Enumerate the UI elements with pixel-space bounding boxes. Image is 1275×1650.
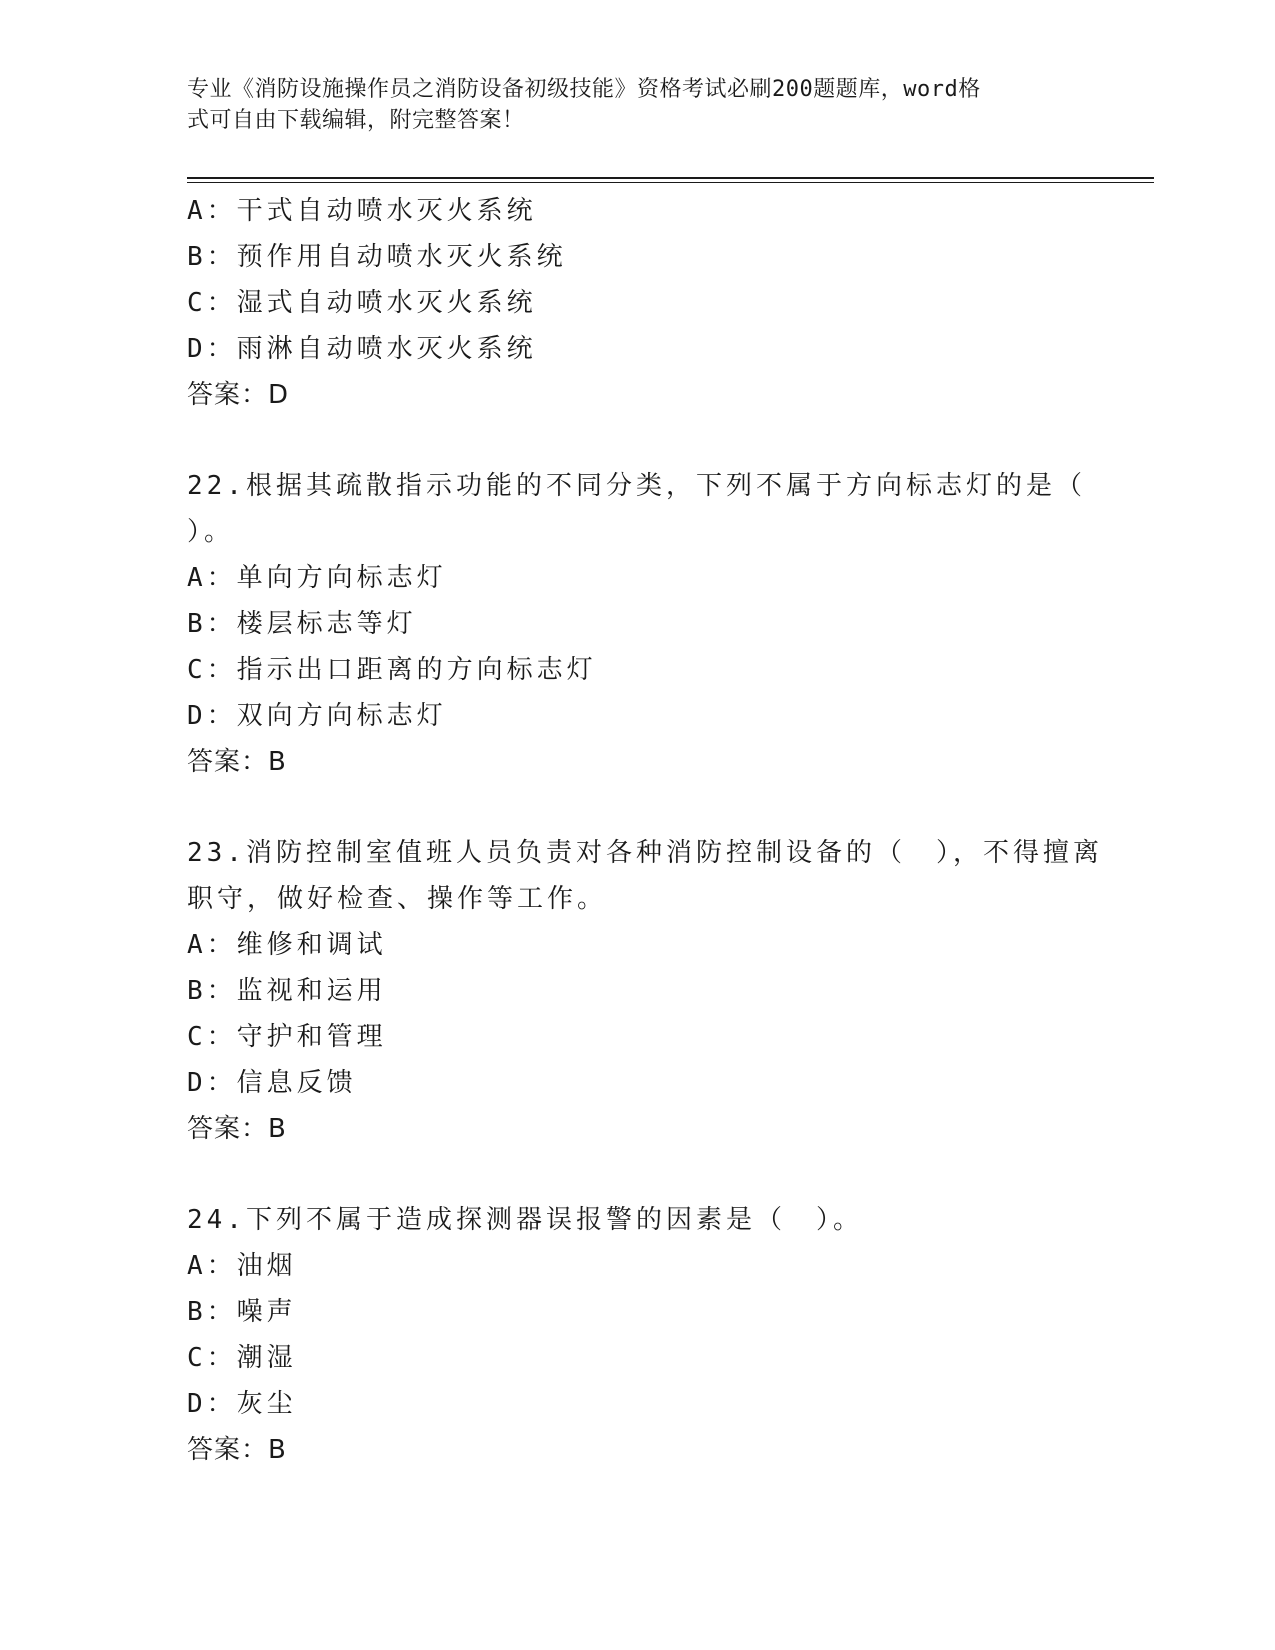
question-list — [187, 188, 1103, 1473]
question-text-line-2: 职守，做好检查、操作等工作。 — [187, 884, 608, 914]
option-b: B：预作用自动喷水灭火系统 — [187, 242, 567, 272]
header-divider-thick — [187, 177, 1154, 179]
option-c: C：潮湿 — [187, 1343, 297, 1373]
question-text-line-1: 23.消防控制室值班人员负责对各种消防控制设备的（ ），不得擅离 — [187, 838, 1103, 868]
option-a: A：单向方向标志灯 — [187, 563, 447, 593]
answer: 答案：B — [187, 1114, 287, 1144]
option-c: C：指示出口距离的方向标志灯 — [187, 655, 597, 685]
header-divider-thin — [187, 182, 1154, 183]
answer: 答案：D — [187, 380, 290, 410]
question-24 — [187, 1197, 1087, 1473]
answer: 答案：B — [187, 747, 287, 777]
option-d: D：信息反馈 — [187, 1068, 357, 1098]
option-c: C：守护和管理 — [187, 1022, 387, 1052]
option-c: C：湿式自动喷水灭火系统 — [187, 288, 537, 318]
question-22 — [187, 463, 1087, 785]
option-d: D：双向方向标志灯 — [187, 701, 447, 731]
header-line-1: 专业《消防设施操作员之消防设备初级技能》资格考试必刷200题题库，word格 — [187, 77, 981, 102]
question-text-line-2: ）。 — [187, 517, 235, 547]
option-d: D：灰尘 — [187, 1389, 297, 1419]
question-text-line-1: 22.根据其疏散指示功能的不同分类，下列不属于方向标志灯的是（ — [187, 471, 1086, 501]
header-line-2: 式可自由下载编辑，附完整答案！ — [187, 108, 525, 133]
option-a: A：油烟 — [187, 1251, 297, 1281]
option-b: B：楼层标志等灯 — [187, 609, 417, 639]
option-b: B：监视和运用 — [187, 976, 387, 1006]
question-text-line-1: 24.下列不属于造成探测器误报警的因素是（ ）。 — [187, 1205, 863, 1235]
prev-question — [187, 188, 1087, 418]
option-b: B：噪声 — [187, 1297, 297, 1327]
option-d: D：雨淋自动喷水灭火系统 — [187, 334, 537, 364]
document-header — [187, 74, 1067, 136]
option-a: A：干式自动喷水灭火系统 — [187, 196, 537, 226]
option-a: A：维修和调试 — [187, 930, 387, 960]
answer: 答案：B — [187, 1435, 287, 1465]
question-23 — [187, 830, 1103, 1152]
